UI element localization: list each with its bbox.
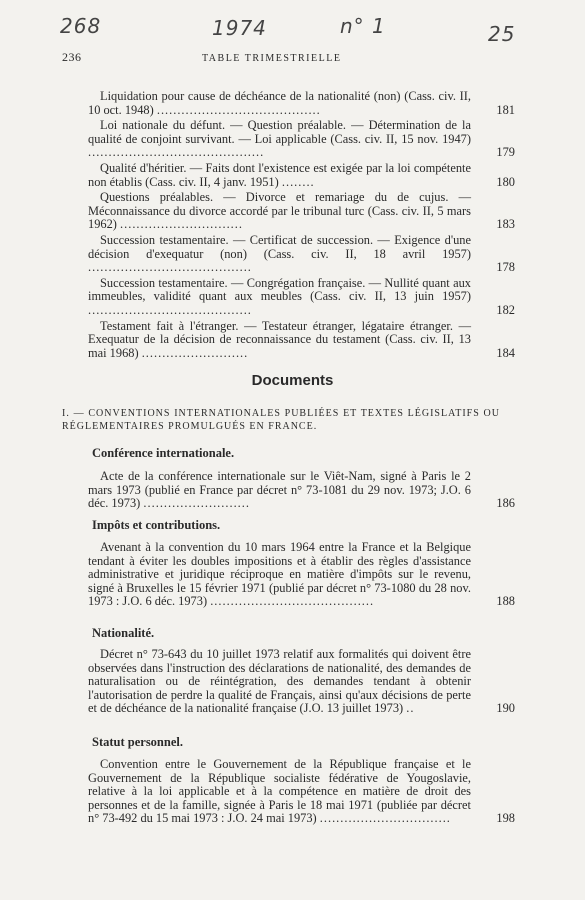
handwritten-annotation-year: 1974 (212, 16, 267, 40)
entry-page: 182 (496, 302, 515, 317)
section-entries (88, 757, 515, 826)
index-entry: Questions préalables. — Divorce et remariage du de cujus. — Méconnaissance du divorce accordé par le tribunal turc (Cass. civ. II, 5 mars 1962) .............................. 183 (88, 190, 515, 232)
entry-page: 181 (496, 102, 515, 117)
section-title-impots: Impôts et contributions. (92, 518, 221, 532)
index-entry: Convention entre le Gouvernement de la République française et le Gouvernement de la République socialiste fédérative de Yougoslavie, relative à la loi applicable et à la compétence en matière de droit des personnes et de la famille, signée à Paris le 18 mai 1971 (publiée par décret n° 73-492 du 15 mai 1973 : J.O. 24 mai 1973) ................................ 198 (88, 757, 515, 826)
handwritten-annotation-issue: n° 1 (340, 14, 386, 38)
entry-page: 180 (496, 174, 515, 189)
handwritten-annotation-right: 25 (488, 22, 516, 46)
section-title-statut: Statut personnel. (92, 735, 183, 749)
entry-page: 178 (496, 260, 515, 275)
documents-intro: I. — CONVENTIONS INTERNATIONALES PUBLIÉES ET TEXTES LÉGISLATIFS OU RÉGLEMENTAIRES PROMULGUÉS EN FRANCE. (62, 408, 500, 432)
running-title: TABLE TRIMESTRIELLE (202, 53, 342, 64)
index-entry: Succession testamentaire. — Congrégation française. — Nullité quant aux immeubles, validité quant aux meubles (Cass. civ. II, 13 juin 1957) ........................................ 182 (88, 275, 515, 317)
index-entry: Succession testamentaire. — Certificat de succession. — Exigence d'une décision d'exequatur (non) (Cass. civ. II, 18 avril 1957) ........................................ 178 (88, 232, 515, 275)
section-entries (88, 469, 515, 511)
entry-page: 184 (496, 345, 515, 360)
index-entry: Qualité d'héritier. — Faits dont l'existence est exigée par la loi compétente non établis (Cass. civ. II, 4 janv. 1951) ........ 180 (88, 160, 515, 189)
documents-heading: Documents (251, 372, 334, 389)
entry-page: 186 (496, 496, 515, 511)
section-entries (88, 540, 515, 609)
index-entry: Testament fait à l'étranger. — Testateur étranger, légataire étranger. — Exequatur de la décision de reconnaissance du testament (Cass. civ. II, 13 mai 1968) .......................... 184 (88, 318, 515, 360)
index-entry: Décret n° 73-643 du 10 juillet 1973 relatif aux formalités qui doivent être observées dans l'instruction des déclarations de nationalité, des demandes de naturalisation ou de réintégration, des demandes tendant à obtenir l'autorisation de perdre la qualité de Français, ainsi qu'aux décisions de perte et de déchéance de la nationalité française (J.O. 13 juillet 1973) .. 190 (88, 647, 515, 716)
entry-list (88, 89, 515, 360)
index-entry: Loi nationale du défunt. — Question préalable. — Détermination de la qualité de conjoint survivant. — Loi applicable (Cass. civ. II, 15 nov. 1947) ........................................... 179 (88, 118, 515, 160)
handwritten-annotation-left: 268 (60, 14, 102, 38)
entry-page: 198 (496, 811, 515, 826)
entry-page: 188 (496, 594, 515, 609)
entry-page: 179 (496, 145, 515, 160)
page-number: 236 (62, 50, 82, 64)
entry-page: 190 (496, 701, 515, 716)
section-title-conference: Conférence internationale. (92, 446, 235, 460)
index-entry: Avenant à la convention du 10 mars 1964 entre la France et la Belgique tendant à éviter les doubles impositions et à établir des règles d'assistance administrative et juridique réciproque en matière d'impôts sur le revenu, signé à Bruxelles le 15 février 1971 (publié par décret n° 73-1080 du 28 nov. 1973 : J.O. 6 déc. 1973) ........................................ 188 (88, 540, 515, 609)
entry-page: 183 (496, 217, 515, 232)
section-title-nationalite: Nationalité. (92, 626, 155, 640)
index-entry: Acte de la conférence internationale sur le Viêt-Nam, signé à Paris le 2 mars 1973 (publié en France par décret n° 73-1081 du 29 nov. 1973; J.O. 6 déc. 1973) .......................... 186 (88, 469, 515, 511)
page-header (62, 50, 485, 65)
section-entries (88, 647, 515, 716)
index-entry: Liquidation pour cause de déchéance de la nationalité (non) (Cass. civ. II, 10 oct. 1948) ........................................ 181 (88, 89, 515, 117)
